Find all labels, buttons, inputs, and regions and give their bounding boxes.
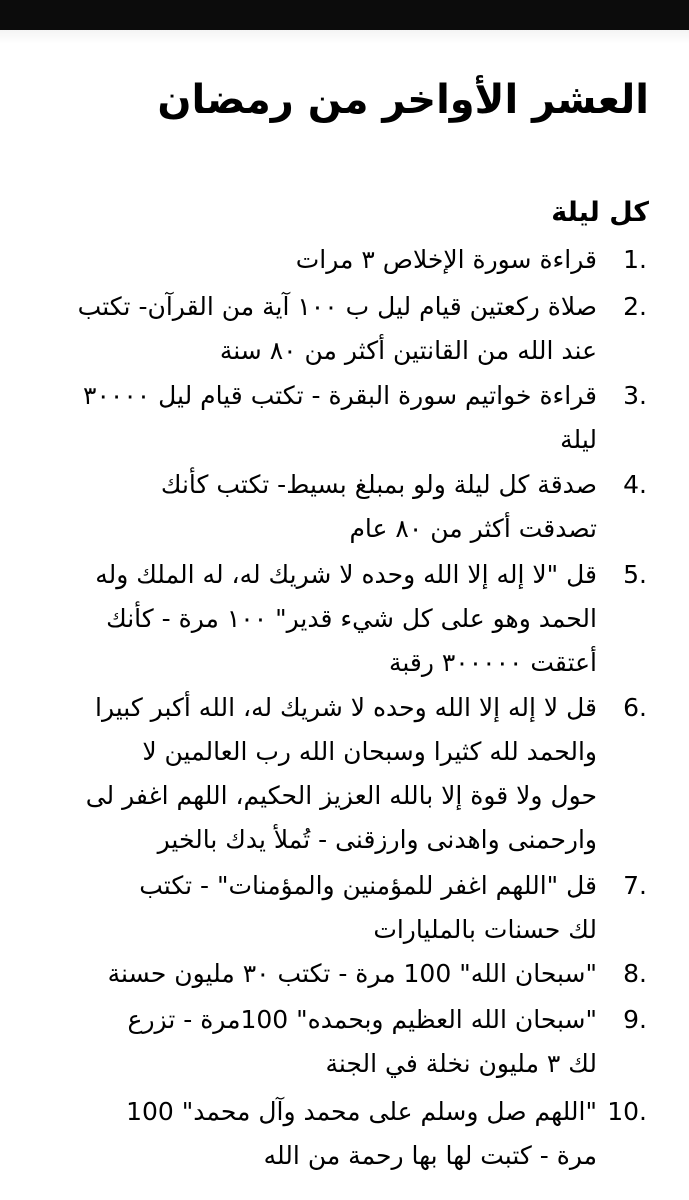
item-line: وارحمنى واهدنى وارزقنى - تُملأ يدك بالخير [157,825,597,854]
item-line: والحمد لله كثيرا وسبحان الله رب العالمين لا [142,737,597,766]
item-text [35,374,597,462]
item-line: حول ولا قوة إلا بالله العزيز الحكيم، اللهم اغفر لى [85,781,597,810]
item-number: 9. [623,1005,647,1034]
page-title: العشر الأواخر من رمضان [157,77,649,123]
item-text [35,285,597,373]
list-item [35,553,647,685]
item-line: مرة - كتبت لها بها رحمة من الله [263,1141,597,1170]
item-line: "اللهم صل وسلم على محمد وآل محمد" 100 [126,1097,597,1126]
item-line: قل "اللهم اغفر للمؤمنين والمؤمنات" - تكتب [139,871,597,900]
item-number: 8. [623,959,647,988]
list-item [35,374,647,462]
item-line: "سبحان الله العظيم وبحمده" 100مرة - تزرع [127,1005,597,1034]
list-item [35,238,647,282]
item-line: تصدقت أكثر من ٨٠ عام [349,514,597,543]
list-item [35,686,647,862]
item-number: 6. [623,693,647,722]
item-text [35,553,597,685]
item-text [35,686,597,862]
item-line: "سبحان الله" 100 مرة - تكتب ٣٠ مليون حسنة [107,959,597,988]
list-item [35,952,647,996]
item-line: الحمد وهو على كل شيء قدير" ١٠٠ مرة - كأنك [106,604,597,633]
item-line: قراءة خواتيم سورة البقرة - تكتب قيام ليل ٣٠٠٠٠ [83,381,597,410]
item-line: عند الله من القانتين أكثر من ٨٠ سنة [219,336,597,365]
list-item [35,864,647,952]
item-line: أعتقت ٣٠٠٠٠٠ رقبة [388,648,597,677]
item-text [35,238,597,282]
item-text [35,952,597,996]
item-number: 5. [623,560,647,589]
item-text [35,463,597,551]
item-line: صدقة كل ليلة ولو بمبلغ بسيط- تكتب كأنك [160,470,597,499]
item-line: لك حسنات بالمليارات [373,915,597,944]
item-number: 7. [623,871,647,900]
section-heading: كل ليلة [551,197,649,228]
item-line: قراءة سورة الإخلاص ٣ مرات [295,245,597,274]
item-text [35,998,597,1086]
item-line: صلاة ركعتين قيام ليل ب ١٠٠ آية من القرآن- تكتب [77,292,597,321]
item-number: 2. [623,292,647,321]
item-line: ليلة [560,425,597,454]
item-number: 10. [607,1097,647,1126]
list-item [35,998,647,1086]
list-item [35,463,647,551]
item-text [35,864,597,952]
item-line: قل لا إله إلا الله وحده لا شريك له، الله أكبر كبيرا [95,693,597,722]
list-item [35,1090,647,1178]
item-number: 1. [623,245,647,274]
item-number: 3. [623,381,647,410]
item-line: لك ٣ مليون نخلة في الجنة [325,1049,597,1078]
item-text [35,1090,597,1178]
list-item [35,285,647,373]
item-line: قل "لا إله إلا الله وحده لا شريك له، له الملك وله [95,560,597,589]
item-number: 4. [623,470,647,499]
